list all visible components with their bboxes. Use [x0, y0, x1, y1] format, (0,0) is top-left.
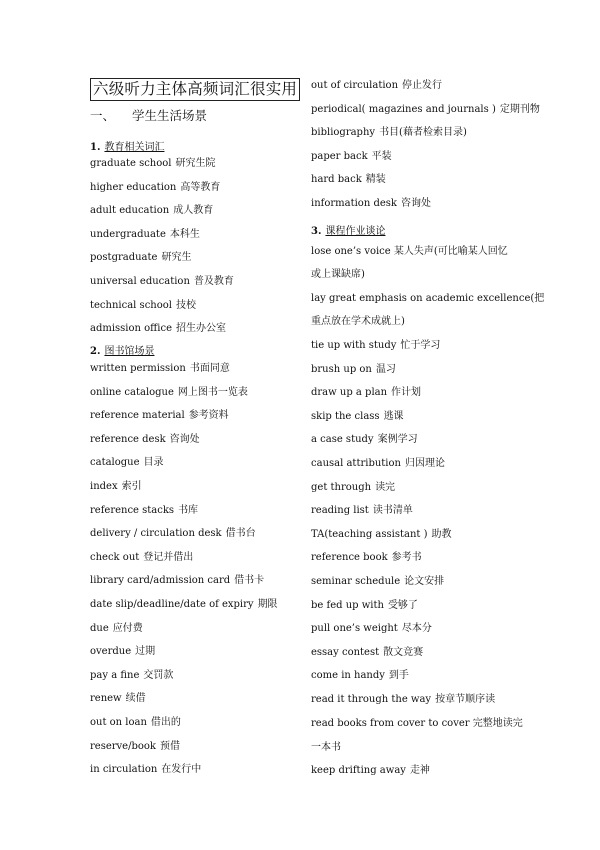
- vocab-chinese: 本科生: [169, 228, 200, 240]
- vocab-entry: [90, 181, 220, 195]
- vocab-entry: [311, 197, 431, 211]
- subheading-coursework: [311, 222, 385, 237]
- vocab-chinese: 平装: [371, 150, 392, 162]
- vocab-english: read it through the way: [311, 694, 432, 705]
- vocab-english: written permission: [90, 363, 186, 374]
- vocab-entry: [90, 574, 264, 588]
- vocab-english: causal attribution: [311, 458, 401, 469]
- vocab-entry: [90, 456, 164, 470]
- vocab-entry: [90, 740, 180, 754]
- vocab-chinese: 应付费: [112, 622, 143, 634]
- vocab-english: be fed up with: [311, 599, 384, 611]
- vocab-english: overdue: [90, 646, 132, 658]
- vocab-chinese: 论文安排: [404, 576, 445, 587]
- vocab-chinese: 索引: [121, 481, 142, 492]
- vocab-entry: [90, 480, 142, 494]
- vocab-entry: [90, 251, 191, 265]
- vocab-chinese: 在发行中: [161, 764, 202, 776]
- subheading-label: 教育相关词汇: [104, 142, 165, 153]
- vocab-english: reference desk: [90, 433, 166, 445]
- section-heading: [90, 106, 207, 124]
- vocab-english: online catalogue: [90, 386, 174, 398]
- vocab-chinese: 目录: [143, 457, 164, 469]
- vocab-english: keep drifting away: [311, 765, 406, 776]
- vocab-chinese: 停止发行: [402, 80, 443, 91]
- vocab-chinese: 期限: [257, 599, 278, 610]
- vocab-entry: [90, 598, 278, 612]
- vocab-english: come in handy: [311, 670, 385, 682]
- vocab-entry: [90, 692, 146, 706]
- vocab-entry: [90, 299, 196, 313]
- vocab-english: draw up a plan: [311, 387, 388, 399]
- subheading-education: [90, 138, 164, 153]
- vocab-english: date slip/deadline/date of expiry: [90, 599, 254, 610]
- vocab-english: index: [90, 481, 118, 492]
- vocab-english: tie up with study: [311, 340, 397, 351]
- vocab-chinese: 借书卡: [234, 575, 265, 587]
- section-number: 一、: [90, 108, 116, 123]
- vocab-chinese: 网上图书一览表: [177, 386, 248, 398]
- vocab-chinese: 精装: [365, 174, 386, 186]
- vocab-english: seminar schedule: [311, 576, 401, 587]
- vocab-entry: [311, 528, 451, 542]
- vocab-chinese: 案例学习: [377, 434, 418, 446]
- vocab-chinese: 定期刊物: [499, 103, 540, 115]
- vocab-entry: [90, 433, 200, 447]
- vocab-chinese: 助教: [431, 528, 452, 540]
- vocab-entry: [311, 150, 392, 164]
- vocab-entry: [90, 228, 200, 242]
- vocab-english: undergraduate: [90, 228, 166, 240]
- vocab-english: in circulation: [90, 764, 158, 776]
- vocab-chinese: 借书台: [225, 528, 256, 540]
- vocab-entry: [311, 504, 413, 518]
- vocab-entry: [311, 173, 386, 187]
- vocab-entry: [311, 457, 445, 471]
- vocab-chinese: 温习: [375, 363, 396, 375]
- vocab-english: reference material: [90, 410, 185, 422]
- vocab-english: reference book: [311, 552, 388, 564]
- vocab-chinese: 归因理论: [404, 458, 445, 469]
- vocab-entry-cover-line2: 一本书: [311, 742, 341, 753]
- vocab-entry: [90, 716, 181, 730]
- vocab-chinese: 过期: [135, 646, 156, 658]
- vocab-chinese: 交罚款: [143, 669, 174, 681]
- vocab-entry-emphasis-line1: lay great emphasis on academic excellence(把: [311, 293, 545, 304]
- vocab-chinese: 咨询处: [169, 433, 200, 445]
- subheading-number: 3.: [311, 226, 322, 237]
- vocab-chinese: 成人教育: [173, 205, 214, 217]
- vocab-chinese: 参考书: [391, 552, 422, 564]
- vocab-entry: [90, 763, 201, 777]
- vocab-entry: [311, 575, 444, 589]
- vocab-entry: [311, 646, 423, 660]
- subheading-label: 课程作业谈论: [325, 226, 386, 237]
- vocab-chinese: 散文竞赛: [383, 646, 424, 658]
- vocab-entry: [311, 126, 467, 140]
- vocab-chinese: 预借: [159, 740, 180, 752]
- vocab-entry-lose-voice-line1: lose one’s voice 某人失声(可比喻某人回忆: [311, 246, 508, 257]
- vocab-entry: [311, 669, 409, 683]
- vocab-english: adult education: [90, 205, 170, 217]
- vocab-entry: [311, 386, 421, 400]
- vocab-chinese: 读完: [375, 481, 396, 493]
- vocab-english: postgraduate: [90, 252, 158, 264]
- vocab-english: out of circulation: [311, 80, 399, 91]
- vocab-entry: [311, 433, 418, 447]
- vocab-chinese: 读书清单: [372, 505, 413, 517]
- vocab-entry: [90, 157, 215, 171]
- vocab-chinese: 逃课: [383, 410, 404, 422]
- vocab-english: library card/admission card: [90, 575, 231, 587]
- subheading-number: 1.: [90, 142, 101, 153]
- vocab-chinese: 咨询处: [400, 198, 431, 209]
- vocab-entry: [311, 339, 440, 353]
- vocab-entry: [311, 764, 430, 778]
- vocab-entry: [90, 204, 213, 218]
- vocab-entry: [90, 551, 193, 565]
- vocab-entry: [90, 527, 256, 541]
- vocab-chinese: 参考资料: [188, 410, 229, 422]
- vocab-chinese: 招生办公室: [176, 323, 226, 335]
- vocab-chinese: 研究生院: [175, 158, 216, 169]
- vocab-entry: [311, 103, 540, 117]
- vocab-english: higher education: [90, 181, 177, 193]
- vocab-chinese: 书库: [178, 504, 199, 516]
- vocab-chinese: 书面同意: [189, 363, 230, 374]
- vocab-english: a case study: [311, 434, 374, 446]
- vocab-english: get through: [311, 481, 372, 493]
- vocab-entry: [90, 386, 248, 400]
- vocab-english: pull one’s weight: [311, 623, 398, 635]
- vocab-chinese: 按章节顺序读: [435, 694, 496, 705]
- vocab-english: technical school: [90, 299, 172, 311]
- subheading-library: [90, 342, 154, 357]
- vocab-chinese: 走神: [409, 765, 430, 776]
- vocab-entry: [311, 693, 495, 707]
- vocab-entry: [90, 622, 143, 636]
- vocab-entry: [311, 363, 396, 377]
- vocab-english: check out: [90, 551, 140, 563]
- vocab-entry: [311, 599, 418, 613]
- vocab-english: due: [90, 622, 109, 634]
- vocab-english: reserve/book: [90, 740, 156, 752]
- vocab-english: periodical( magazines and journals ): [311, 103, 496, 115]
- vocab-entry: [90, 409, 229, 423]
- vocab-entry-cover-line1: read books from cover to cover 完整地读完: [311, 718, 523, 729]
- vocab-chinese: 作计划: [391, 387, 422, 399]
- vocab-entry: [90, 275, 234, 289]
- vocab-chinese: 书目(藉者检索目录): [379, 127, 467, 139]
- vocab-entry: [90, 322, 226, 336]
- vocab-entry: [311, 551, 422, 565]
- vocab-english: bibliography: [311, 127, 376, 139]
- vocab-chinese: 高等教育: [180, 181, 221, 193]
- vocab-chinese: 忙于学习: [400, 340, 441, 351]
- vocab-entry: [90, 362, 230, 376]
- subheading-number: 2.: [90, 346, 101, 357]
- vocab-english: renew: [90, 693, 122, 705]
- vocab-chinese: 续借: [125, 693, 146, 705]
- vocab-english: catalogue: [90, 457, 140, 469]
- vocab-english: reference stacks: [90, 504, 175, 516]
- vocab-chinese: 到手: [388, 670, 409, 682]
- subheading-label: 图书馆场景: [104, 346, 155, 357]
- vocab-entry: [311, 481, 395, 495]
- vocab-english: universal education: [90, 276, 190, 287]
- vocab-english: information desk: [311, 198, 397, 209]
- vocab-english: paper back: [311, 150, 368, 162]
- vocab-chinese: 尽本分: [401, 623, 432, 635]
- vocab-english: skip the class: [311, 410, 380, 422]
- vocab-entry-emphasis-line2: 重点放在学术成就上): [311, 316, 405, 327]
- vocab-chinese: 普及教育: [193, 276, 234, 287]
- vocab-english: out on loan: [90, 717, 147, 728]
- vocab-entry: [311, 410, 404, 424]
- vocab-entry: [90, 669, 173, 683]
- vocab-english: pay a fine: [90, 669, 140, 681]
- vocab-english: reading list: [311, 505, 369, 517]
- vocab-english: TA(teaching assistant ): [311, 528, 428, 540]
- vocab-english: delivery / circulation desk: [90, 528, 222, 540]
- vocab-chinese: 研究生: [161, 252, 192, 264]
- vocab-chinese: 登记并借出: [143, 551, 194, 563]
- vocab-english: brush up on: [311, 363, 372, 375]
- vocab-entry: [90, 504, 198, 518]
- vocab-entry-lose-voice-line2: 或上课缺席): [311, 269, 365, 280]
- vocab-english: admission office: [90, 323, 172, 335]
- vocab-english: essay contest: [311, 646, 380, 658]
- vocab-english: graduate school: [90, 158, 172, 169]
- vocab-entry: [90, 645, 155, 659]
- vocab-chinese: 受够了: [387, 599, 418, 611]
- vocab-chinese: 技校: [175, 299, 196, 311]
- document-title: 六级听力主体高频词汇很实用: [90, 78, 300, 101]
- vocab-english: hard back: [311, 174, 362, 186]
- vocab-chinese: 借出的: [150, 717, 181, 728]
- vocab-entry: [311, 622, 432, 636]
- section-name: 学生生活场景: [131, 108, 207, 123]
- vocab-entry: [311, 79, 442, 93]
